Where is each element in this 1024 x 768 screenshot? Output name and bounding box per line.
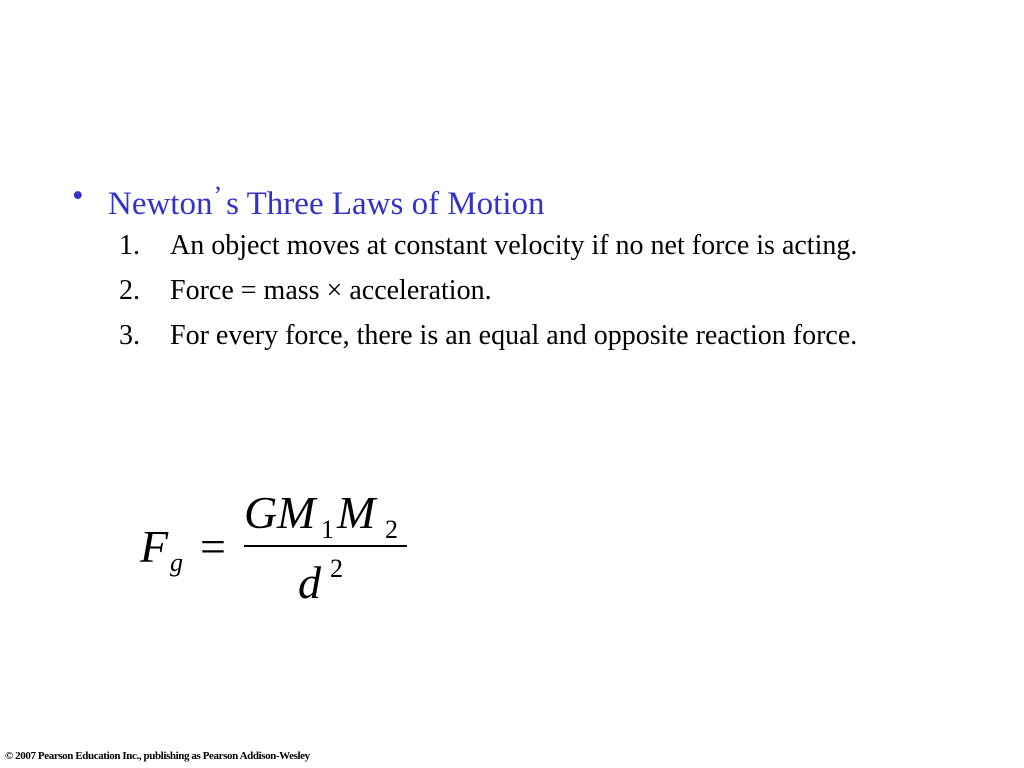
formula-distance-exponent: 2	[330, 554, 343, 583]
law-item-3	[119, 318, 939, 354]
fraction-bar	[244, 545, 407, 547]
law-number: 1.	[119, 230, 140, 261]
heading-apostrophe: ’	[213, 181, 223, 210]
formula-m2-symbol: M	[337, 487, 376, 538]
gravity-formula	[130, 478, 430, 618]
laws-list	[119, 228, 939, 363]
law-text: An object moves at constant velocity if no net force is acting.	[170, 230, 858, 261]
formula-force-subscript: g	[170, 548, 183, 577]
law-item-2	[119, 273, 939, 309]
heading-text-part2: s Three Laws of Motion	[226, 186, 545, 222]
formula-m1-symbol: M	[277, 487, 316, 538]
copyright-footer: © 2007 Pearson Education Inc., publishing as Pearson Addison-Wesley	[5, 750, 310, 762]
law-number: 2.	[119, 275, 140, 306]
formula-force-symbol: F	[140, 521, 169, 572]
law-text: Force = mass × acceleration.	[170, 275, 492, 306]
law-number: 3.	[119, 320, 140, 351]
heading-text	[108, 176, 545, 224]
formula-distance-symbol: d	[298, 557, 321, 608]
law-item-1	[119, 228, 939, 264]
formula-m1-subscript: 1	[321, 515, 334, 544]
formula-equals-sign: =	[200, 521, 226, 572]
heading-text-part1: Newton	[108, 186, 213, 222]
formula-g-symbol: G	[244, 487, 278, 538]
formula-m2-subscript: 2	[385, 515, 398, 544]
bullet-icon: •	[72, 178, 84, 214]
law-text: For every force, there is an equal and opposite reaction force.	[170, 320, 858, 351]
